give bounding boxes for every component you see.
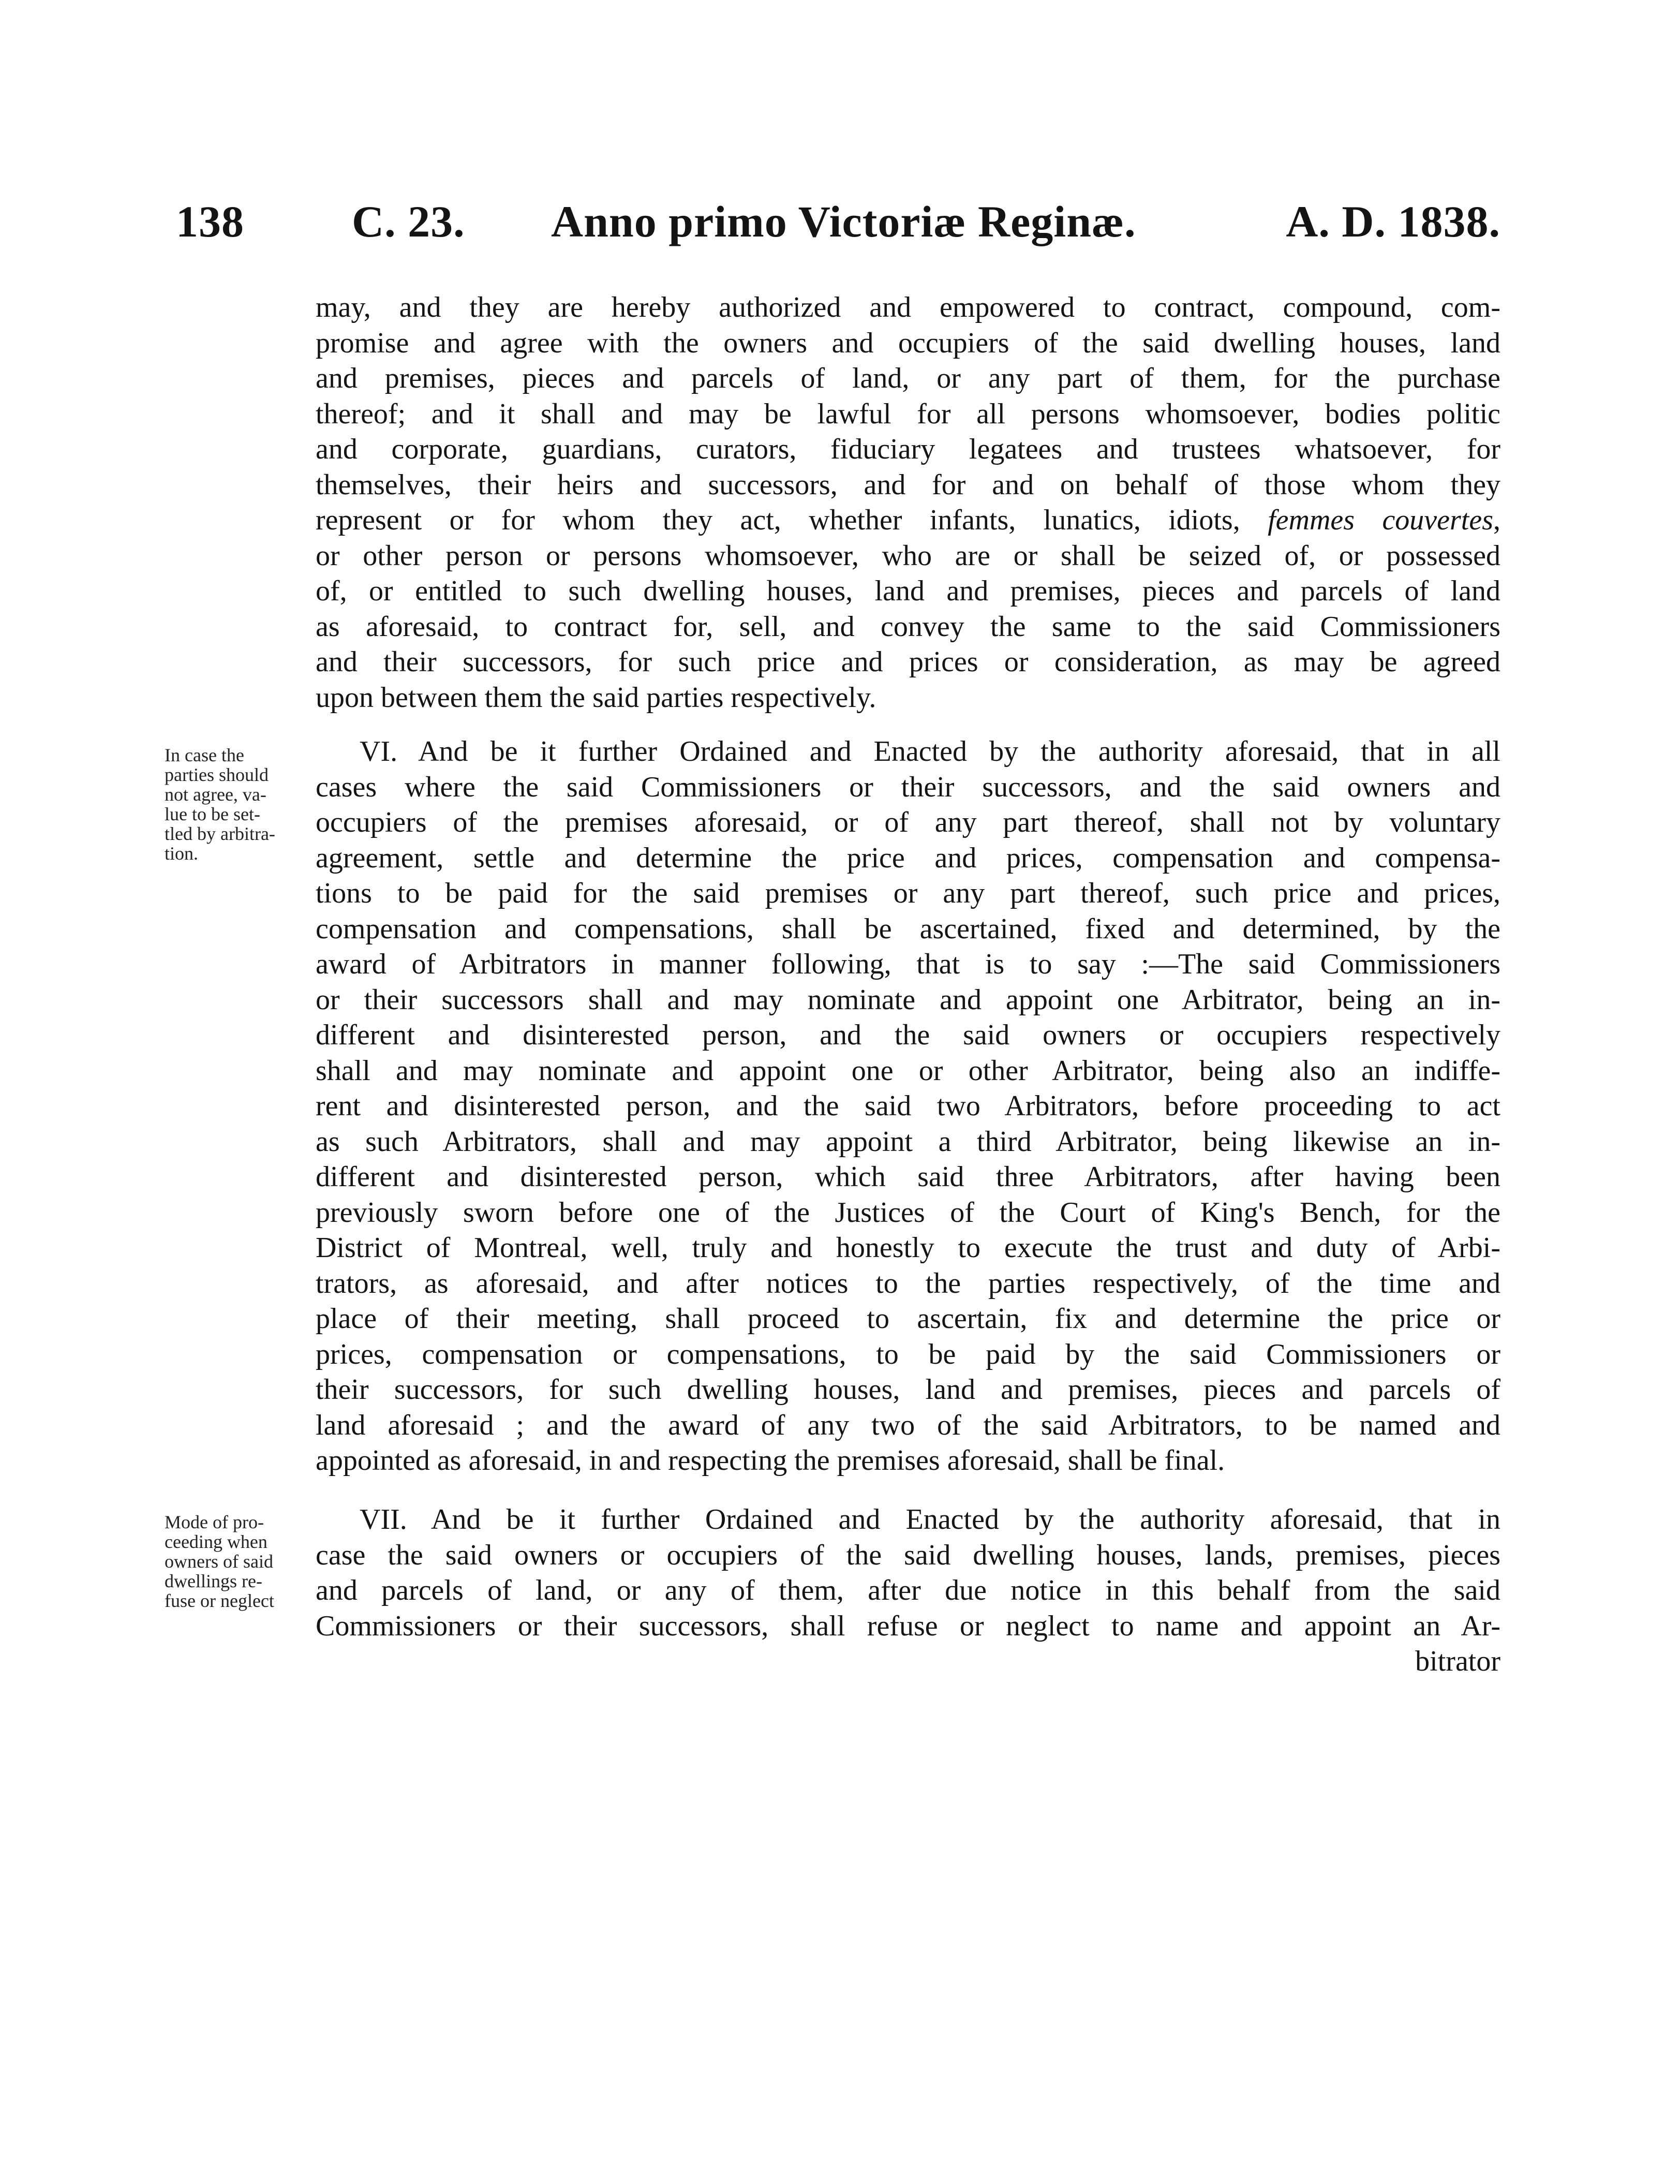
text-line: and corporate, guardians, curators, fiduciary legatees and trustees whatsoever, for: [316, 433, 1500, 465]
text-line: may, and they are hereby authorized and empowered to contract, compound, com-: [316, 291, 1500, 323]
text-line: appointed as aforesaid, in and respecting the premises aforesaid, shall be final.: [316, 1444, 1225, 1477]
margin-note-line: ceeding when: [165, 1531, 267, 1552]
margin-note-line: Mode of pro-: [165, 1512, 264, 1532]
section-vii: [316, 1502, 1500, 1679]
text-line: case the said owners or occupiers of the said dwelling houses, lands, premises, pieces: [316, 1539, 1500, 1571]
catchword: bitrator: [1415, 1645, 1500, 1677]
text-line: as such Arbitrators, shall and may appoint a third Arbitrator, being likewise an in-: [316, 1125, 1500, 1158]
text-line: themselves, their heirs and successors, and for and on behalf of those whom they: [316, 468, 1500, 501]
italic-term: femmes couvertes: [1268, 504, 1494, 536]
margin-note-line: not agree, va-: [165, 784, 266, 805]
text-line: rent and disinterested person, and the said two Arbitrators, before proceeding to act: [316, 1090, 1500, 1122]
text-line: of, or entitled to such dwelling houses, land and premises, pieces and parcels of land: [316, 575, 1500, 607]
page-number: 138: [176, 197, 244, 246]
margin-note-line: owners of said: [165, 1551, 273, 1572]
text-line: and parcels of land, or any of them, after due notice in this behalf from the said: [316, 1574, 1500, 1606]
margin-note-line: In case the: [165, 745, 244, 765]
text-line: represent or for whom they act, whether infants, lunatics, idiots, femmes couvertes,: [316, 504, 1501, 536]
text-line: compensation and compensations, shall be ascertained, fixed and determined, by the: [316, 912, 1500, 945]
chapter-number: C. 23.: [352, 197, 465, 246]
text-line: or other person or persons whomsoever, who are or shall be seized of, or possessed: [316, 539, 1500, 572]
text-line: agreement, settle and determine the price and prices, compensation and compensa-: [316, 842, 1500, 874]
text-line: thereof; and it shall and may be lawful for all persons whomsoever, bodies politic: [316, 397, 1500, 430]
margin-note-line: tion.: [165, 843, 199, 864]
text-line: different and disinterested person, and the said owners or occupiers respectively: [316, 1019, 1500, 1051]
text-line: award of Arbitrators in manner following, that is to say :—The said Commissioners: [316, 948, 1500, 980]
text-line: VII. And be it further Ordained and Enacted by the authority aforesaid, that in: [360, 1503, 1500, 1536]
text-line: or their successors shall and may nominate and appoint one Arbitrator, being an in-: [316, 983, 1500, 1016]
margin-note-line: tled by arbitra-: [165, 823, 275, 844]
text-line: their successors, for such dwelling houses, land and premises, pieces and parcels of: [316, 1374, 1500, 1406]
text-line: Commissioners or their successors, shall refuse or neglect to name and appoint an Ar-: [316, 1610, 1500, 1642]
margin-note-arbitration: [165, 745, 320, 863]
text-line: cases where the said Commissioners or their successors, and the said owners and: [316, 771, 1500, 803]
margin-note-line: fuse or neglect: [165, 1590, 274, 1611]
year-label: A. D. 1838.: [1286, 197, 1500, 246]
text-line: tions to be paid for the said premises or any part thereof, such price and prices,: [316, 877, 1500, 909]
text-line: and their successors, for such price and prices or consideration, as may be agreed: [316, 646, 1500, 678]
text-line: promise and agree with the owners and occupiers of the said dwelling houses, land: [316, 327, 1500, 359]
paragraph-continuation: [316, 290, 1500, 715]
margin-note-line: dwellings re-: [165, 1571, 262, 1591]
text-line: place of their meeting, shall proceed to ascertain, fix and determine the price or: [316, 1303, 1500, 1335]
text-line: different and disinterested person, which said three Arbitrators, after having been: [316, 1161, 1500, 1193]
text-line: VI. And be it further Ordained and Enacted by the authority aforesaid, that in all: [360, 735, 1500, 768]
text-line: trators, as aforesaid, and after notices to the parties respectively, of the time and: [316, 1267, 1500, 1300]
text-line: land aforesaid ; and the award of any two of the said Arbitrators, to be named and: [316, 1409, 1500, 1441]
running-title: Anno primo Victoriæ Reginæ.: [551, 197, 1136, 246]
margin-note-line: lue to be set-: [165, 804, 260, 824]
text-line: District of Montreal, well, truly and honestly to execute the trust and duty of Arbi-: [316, 1232, 1500, 1264]
margin-note-procedure: [165, 1512, 320, 1611]
text-line: as aforesaid, to contract for, sell, and convey the same to the said Commissioners: [316, 610, 1500, 643]
text-line: shall and may nominate and appoint one or other Arbitrator, being also an indiffe-: [316, 1054, 1500, 1087]
text-line: and premises, pieces and parcels of land, or any part of them, for the purchase: [316, 362, 1500, 394]
text-line: previously sworn before one of the Justices of the Court of King's Bench, for the: [316, 1196, 1500, 1229]
margin-note-line: parties should: [165, 764, 269, 785]
page-header: [176, 196, 1500, 253]
section-vi: [316, 734, 1500, 1479]
text-line: occupiers of the premises aforesaid, or of any part thereof, shall not by voluntary: [316, 806, 1500, 838]
text-line: upon between them the said parties respectively.: [316, 681, 876, 714]
text-line: prices, compensation or compensations, to be paid by the said Commissioners or: [316, 1338, 1500, 1370]
